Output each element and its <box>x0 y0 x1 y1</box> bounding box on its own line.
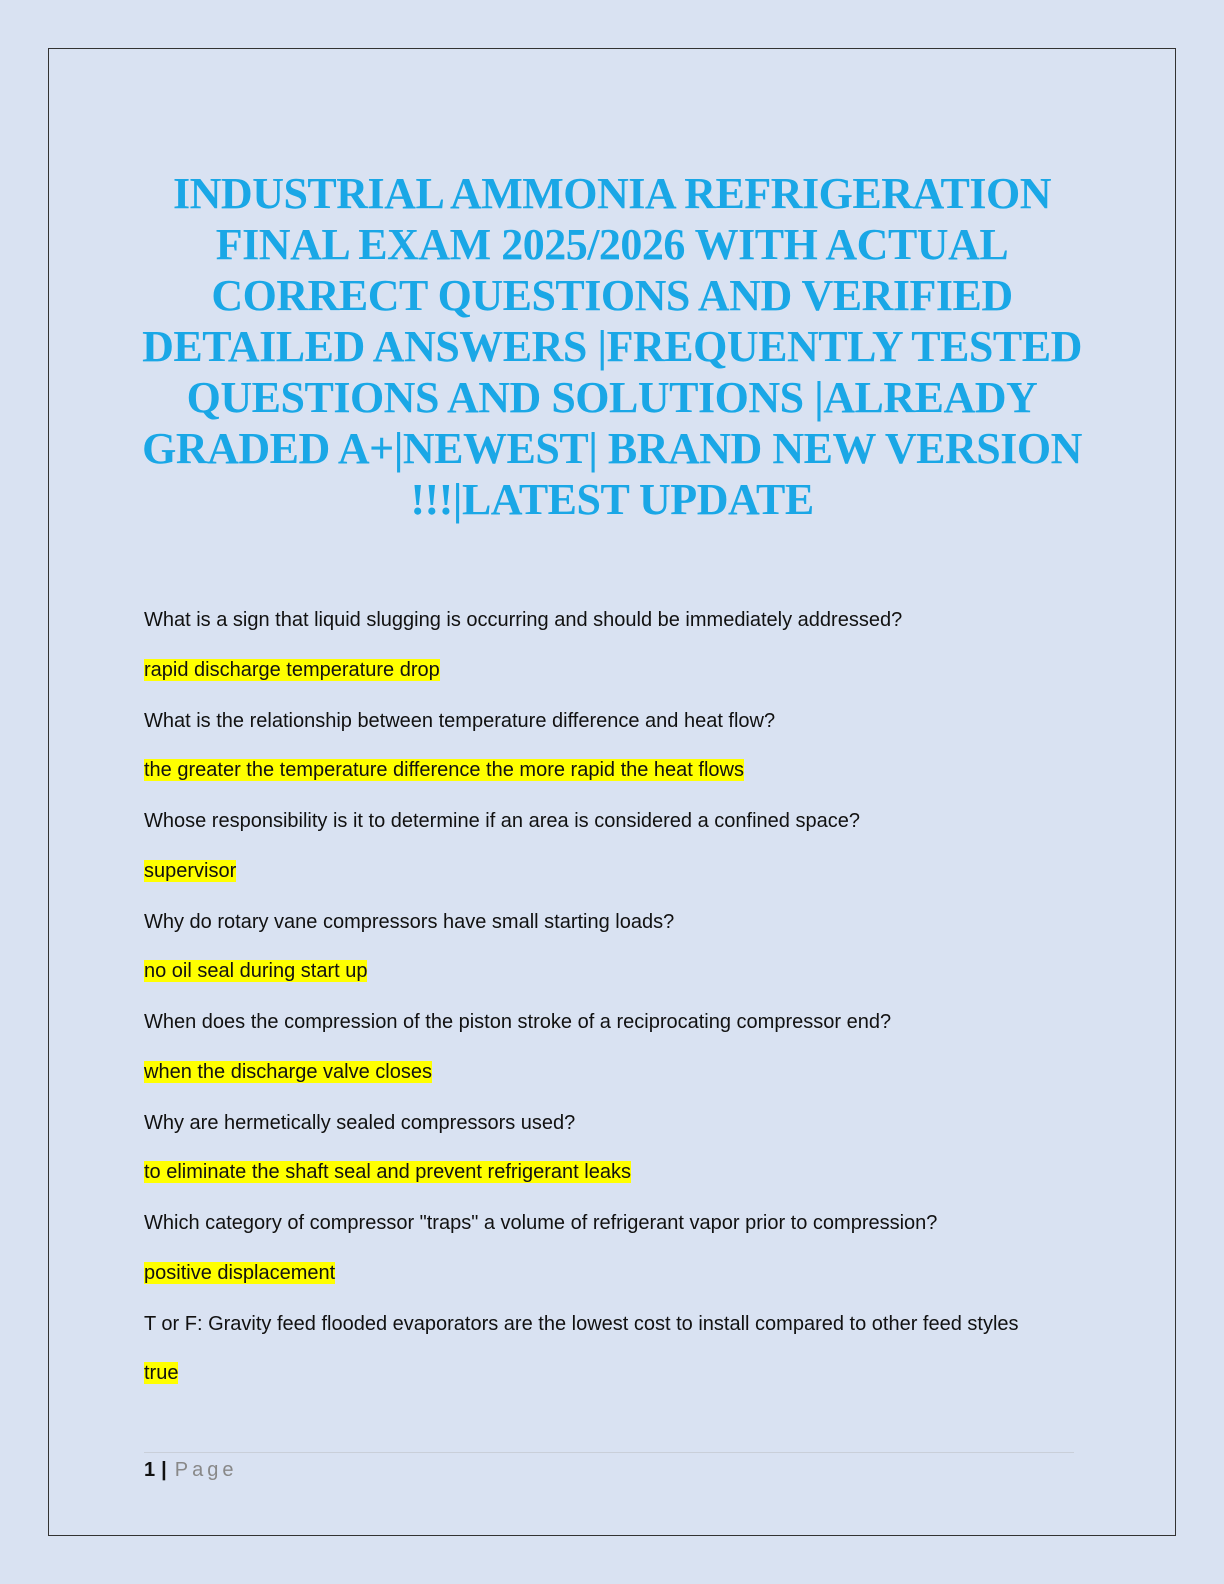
answer-highlight: supervisor <box>144 859 237 882</box>
qa-list <box>144 603 1074 1407</box>
answer-highlight: true <box>144 1362 179 1384</box>
page-footer <box>144 1456 237 1484</box>
question-1: What is a sign that liquid slugging is occurring and should be immediately addressed? <box>144 609 903 631</box>
page-number: 1 <box>144 1459 156 1481</box>
answer-4 <box>144 955 1074 989</box>
answer-3 <box>144 855 1074 889</box>
answer-highlight: when the discharge valve closes <box>144 1060 432 1083</box>
question-8: T or F: Gravity feed flooded evaporators are the lowest cost to install compared to other feed styles <box>144 1312 1019 1335</box>
page-separator: | <box>161 1459 167 1481</box>
question-7: Which category of compressor "traps" a volume of refrigerant vapor prior to compression? <box>144 1212 938 1234</box>
answer-highlight: to eliminate the shaft seal and prevent refrigerant leaks <box>144 1161 631 1183</box>
document-title: INDUSTRIAL AMMONIA REFRIGERATION FINAL EXAM 2025/2026 WITH ACTUAL CORRECT QUESTIONS AND VERIFIED DETAILED ANSWERS |FREQUENTLY TESTED QUESTIONS AND SOLUTIONS |ALREADY GRADED A+|NEWEST| BRAND NEW VERSION !!!|LATEST UPDATE <box>142 169 1082 524</box>
question-2: What is the relationship between temperature difference and heat flow? <box>144 709 776 732</box>
answer-highlight: positive displacement <box>144 1261 336 1284</box>
answer-8 <box>144 1357 1074 1391</box>
answer-5 <box>144 1056 1074 1090</box>
answer-highlight: rapid discharge temperature drop <box>144 658 440 681</box>
answer-highlight: the greater the temperature difference the more rapid the heat flows <box>144 759 744 781</box>
question-4: Why do rotary vane compressors have small starting loads? <box>144 910 675 933</box>
question-6: Why are hermetically sealed compressors used? <box>144 1111 576 1134</box>
answer-highlight: no oil seal during start up <box>144 960 368 982</box>
answer-1 <box>144 654 1074 688</box>
question-5: When does the compression of the piston stroke of a reciprocating compressor end? <box>144 1011 892 1033</box>
answer-2 <box>144 754 1074 788</box>
answer-6 <box>144 1156 1074 1190</box>
answer-7 <box>144 1257 1074 1291</box>
question-3: Whose responsibility is it to determine if an area is considered a confined space? <box>144 810 860 832</box>
page-label: Page <box>174 1459 238 1481</box>
footer-divider <box>144 1452 1074 1453</box>
